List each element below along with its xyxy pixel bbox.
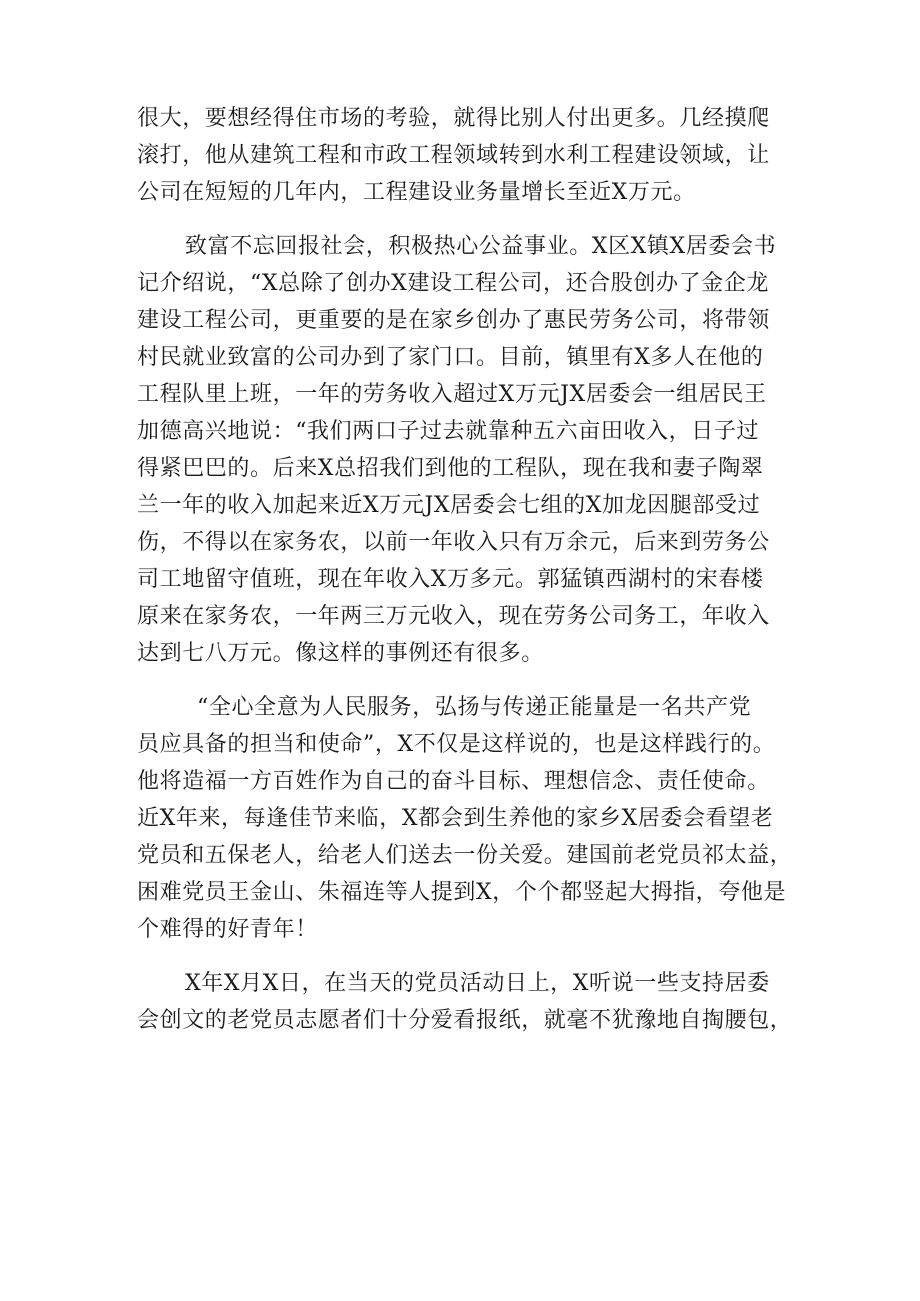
text-line: 加德高兴地说：“我们两口子过去就靠种五六亩田收入，日子过 (137, 419, 760, 444)
paragraph-4 (137, 965, 797, 1039)
text-line: 记介绍说，“X总除了创办X建设工程公司，还合股创办了金企龙 (137, 271, 769, 296)
paragraph-1 (137, 100, 797, 211)
text-line: 司工地留守值班，现在年收入X万多元。郭猛镇西湖村的宋春楼 (137, 567, 764, 592)
paragraph-3 (137, 689, 797, 948)
text-line: 达到七八万元。像这样的事例还有很多。 (137, 641, 544, 666)
text-line: 致富不忘回报社会，积极热心公益事业。X区X镇X居委会书 (185, 234, 777, 259)
text-line: 困难党员王金山、朱福连等人提到X，个个都竖起大拇指，夸他是 (137, 880, 787, 905)
text-line: 兰一年的收入加起来近X万元JX居委会七组的X加龙因腿部受过 (137, 493, 761, 518)
text-line: 伤，不得以在家务农，以前一年收入只有万余元，后来到劳务公 (137, 530, 770, 555)
text-line: 很大，要想经得住市场的考验，就得比别人付出更多。几经摸爬 (137, 106, 770, 131)
text-line: 村民就业致富的公司办到了家门口。目前，镇里有X多人在他的 (137, 345, 764, 370)
text-line: 会创文的老党员志愿者们十分爱看报纸，就毫不犹豫地自掏腰包， (137, 1008, 793, 1033)
text-line: 建设工程公司，更重要的是在家乡创办了惠民劳务公司，将带领 (137, 308, 770, 333)
text-line: 近X年来，每逢佳节来临，X都会到生养他的家乡X居委会看望老 (137, 806, 774, 831)
text-line: 原来在家务农，一年两三万元收入，现在劳务公司务工，年收入 (137, 604, 770, 629)
text-line: 个难得的好青年！ (137, 917, 318, 942)
text-line: “全心全意为人民服务，弘扬与传递正能量是一名共产党 (197, 695, 752, 720)
text-line: X年X月X日，在当天的党员活动日上，X听说一些支持居委 (185, 971, 770, 996)
document-page (137, 100, 797, 1056)
text-line: 工程队里上班，一年的劳务收入超过X万元JX居委会一组居民王 (137, 382, 767, 407)
text-line: 滚打，他从建筑工程和市政工程领域转到水利工程建设领域，让 (137, 143, 770, 168)
text-line: 他将造福一方百姓作为自己的奋斗目标、理想信念、责任使命。 (137, 769, 770, 794)
text-line: 党员和五保老人，给老人们送去一份关爱。建国前老党员祁太益， (137, 843, 793, 868)
text-line: 得紧巴巴的。后来X总招我们到他的工程队，现在我和妻子陶翠 (137, 456, 764, 481)
text-line: 员应具备的担当和使命”，X不仅是这样说的，也是这样践行的。 (137, 732, 776, 757)
text-line: 公司在短短的几年内，工程建设业务量增长至近X万元。 (137, 180, 696, 205)
paragraph-2 (137, 228, 797, 672)
